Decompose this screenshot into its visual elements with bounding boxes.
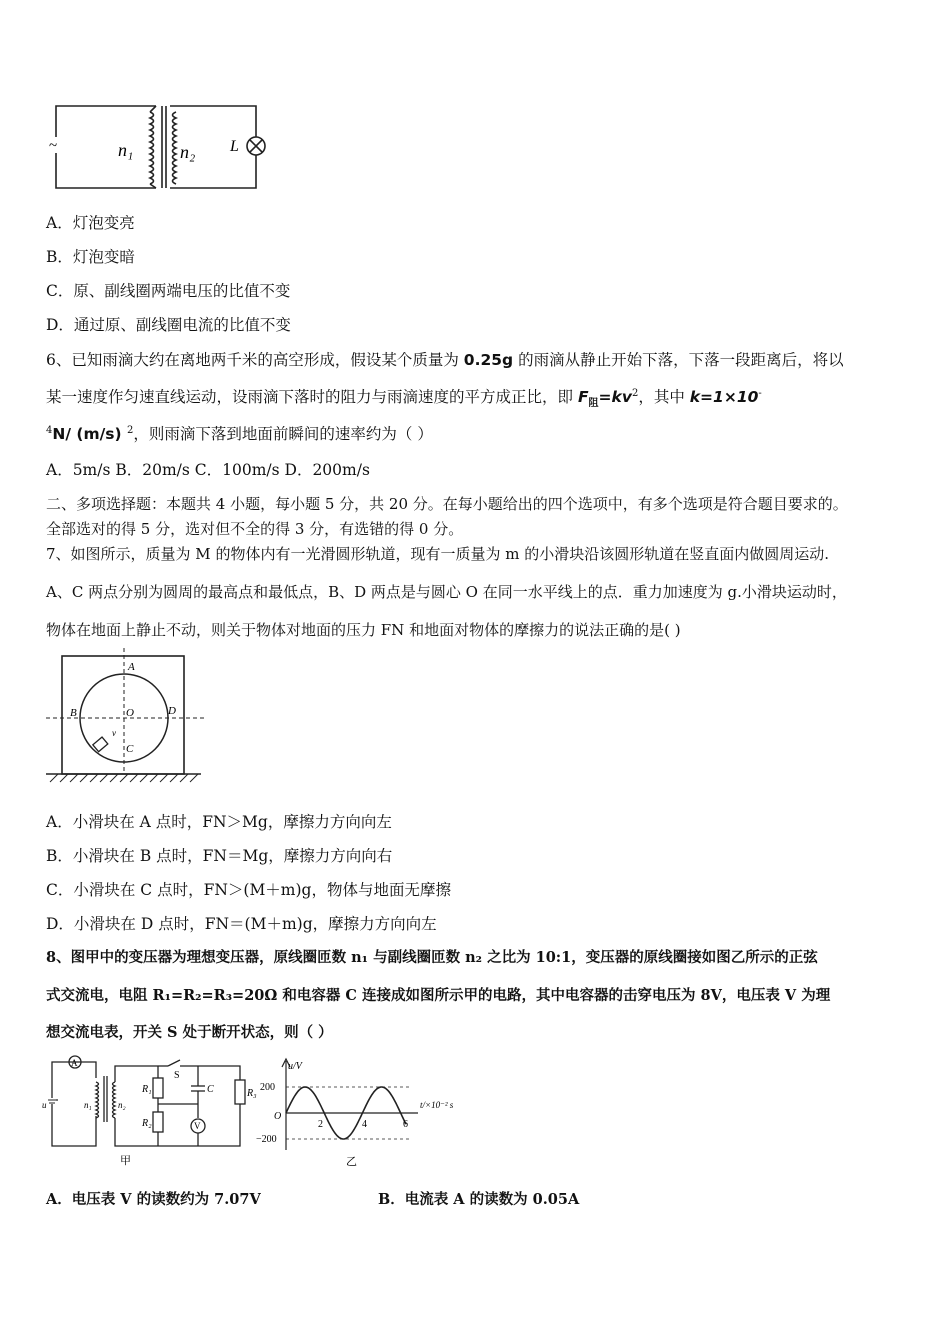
resistor-r3 bbox=[235, 1080, 245, 1104]
lamp-label: L bbox=[230, 138, 239, 155]
point-d-label: D bbox=[168, 705, 176, 717]
center-o-label: O bbox=[126, 707, 134, 719]
point-b-label: B bbox=[70, 707, 77, 719]
voltmeter-label: V bbox=[194, 1121, 201, 1131]
ymax-tick: 200 bbox=[260, 1082, 275, 1093]
svg-text:6: 6 bbox=[403, 1119, 408, 1130]
sine-wave-figure bbox=[252, 1055, 482, 1170]
svg-text:R₃: R₃ bbox=[247, 1088, 257, 1099]
svg-text:2: 2 bbox=[318, 1119, 323, 1130]
ac-source-label: ~ bbox=[49, 138, 58, 154]
q7-option-a: A．小滑块在 A 点时，FN＞Mg，摩擦力方向向左 bbox=[46, 813, 392, 831]
q5-option-b: B．灯泡变暗 bbox=[46, 248, 135, 266]
q8-line1: 8、图甲中的变压器为理想变压器，原线圈匝数 n₁ 与副线圈匝数 n₂ 之比为 10:1，变压器的原线圈接如图乙所示的正弦 bbox=[46, 949, 818, 966]
section2-heading-2: 全部选对的得 5 分，选对但不全的得 3 分，有选错的得 0 分。 bbox=[46, 520, 464, 538]
q7-line2: A、C 两点分别为圆周的最高点和最低点，B、D 两点是与圆心 O 在同一水平线上的点．重力加速度为 g.小滑块运动时， bbox=[46, 583, 847, 601]
q5-option-c: C．原、副线圈两端电压的比值不变 bbox=[46, 282, 291, 300]
q7-option-d: D．小滑块在 D 点时，FN＝(M＋m)g，摩擦力方向向左 bbox=[46, 915, 437, 933]
svg-text:R₁: R₁ bbox=[142, 1084, 152, 1095]
q8-option-b: B．电流表 A 的读数为 0.05A bbox=[378, 1191, 580, 1208]
circuit-jia-figure bbox=[40, 1052, 280, 1172]
svg-text:n₁: n₁ bbox=[84, 1100, 92, 1110]
point-a-label: A bbox=[128, 661, 135, 673]
velocity-label: v bbox=[112, 728, 116, 738]
ammeter-label: A bbox=[71, 1058, 78, 1068]
q6-line2: 某一速度作匀速直线运动，设雨滴下落时的阻力与雨滴速度的平方成正比，即 $F_阻=kv^2$，其中 k=1×10- bbox=[46, 387, 762, 410]
resistor-r1 bbox=[153, 1078, 163, 1098]
q8-option-a: A．电压表 V 的读数约为 7.07V bbox=[46, 1191, 261, 1208]
svg-text:u: u bbox=[42, 1100, 47, 1110]
figure-yi-caption: 乙 bbox=[346, 1156, 357, 1168]
q6-options: A．5m/s B．20m/s C．100m/s D．200m/s bbox=[46, 461, 370, 479]
ymin-tick: −200 bbox=[256, 1134, 277, 1145]
q5-option-a: A．灯泡变亮 bbox=[46, 214, 135, 232]
q7-option-c: C．小滑块在 C 点时，FN＞(M＋m)g，物体与地面无摩擦 bbox=[46, 881, 451, 899]
circular-track-figure bbox=[46, 648, 206, 783]
q7-line1: 7、如图所示，质量为 M 的物体内有一光滑圆形轨道，现有一质量为 m 的小滑块沿该圆形轨道在竖直面内做圆周运动. bbox=[46, 545, 829, 563]
figure-jia-caption: 甲 bbox=[120, 1155, 131, 1167]
svg-text:n₂: n₂ bbox=[118, 1100, 126, 1110]
n1-label: n₁ bbox=[118, 140, 134, 160]
slider-block bbox=[93, 737, 108, 752]
resistor-r2 bbox=[153, 1112, 163, 1132]
svg-text:C: C bbox=[207, 1084, 214, 1095]
n2-label: n₂ bbox=[180, 142, 196, 162]
q7-line3: 物体在地面上静止不动，则关于物体对地面的压力 FN 和地面对物体的摩擦力的说法正确的是( ) bbox=[46, 621, 681, 639]
section2-heading-1: 二、多项选择题：本题共 4 小题，每小题 5 分，共 20 分。在每小题给出的四个选项中，有多个选项是符合题目要求的。 bbox=[46, 495, 848, 513]
q8-line3: 想交流电表，开关 S 处于断开状态，则（ ） bbox=[46, 1024, 333, 1041]
svg-text:t/×10⁻² s: t/×10⁻² s bbox=[420, 1100, 454, 1110]
svg-text:S: S bbox=[174, 1070, 180, 1081]
q7-option-b: B．小滑块在 B 点时，FN＝Mg，摩擦力方向向右 bbox=[46, 847, 393, 865]
point-c-label: C bbox=[126, 743, 134, 755]
svg-text:4: 4 bbox=[362, 1119, 367, 1130]
q6-line1: 6、已知雨滴大约在离地两千米的高空形成，假设某个质量为 0.25g 的雨滴从静止开始下落，下落一段距离后，将以 bbox=[46, 351, 844, 369]
svg-text:O: O bbox=[274, 1111, 282, 1122]
svg-text:R₂: R₂ bbox=[142, 1118, 152, 1129]
q5-option-d: D．通过原、副线圈电流的比值不变 bbox=[46, 316, 291, 334]
switch-s bbox=[168, 1060, 180, 1066]
transformer-lamp-figure bbox=[46, 100, 276, 195]
q6-line3: $^4$N/ (m/s) $^2$，则雨滴下落到地面前瞬间的速率约为（ ） bbox=[46, 424, 433, 443]
svg-text:u/V: u/V bbox=[288, 1061, 302, 1072]
q8-line2: 式交流电，电阻 R₁=R₂=R₃=20Ω 和电容器 C 连接成如图所示甲的电路，其中电容器的击穿电压为 8V，电压表 V 为理 bbox=[46, 987, 831, 1004]
